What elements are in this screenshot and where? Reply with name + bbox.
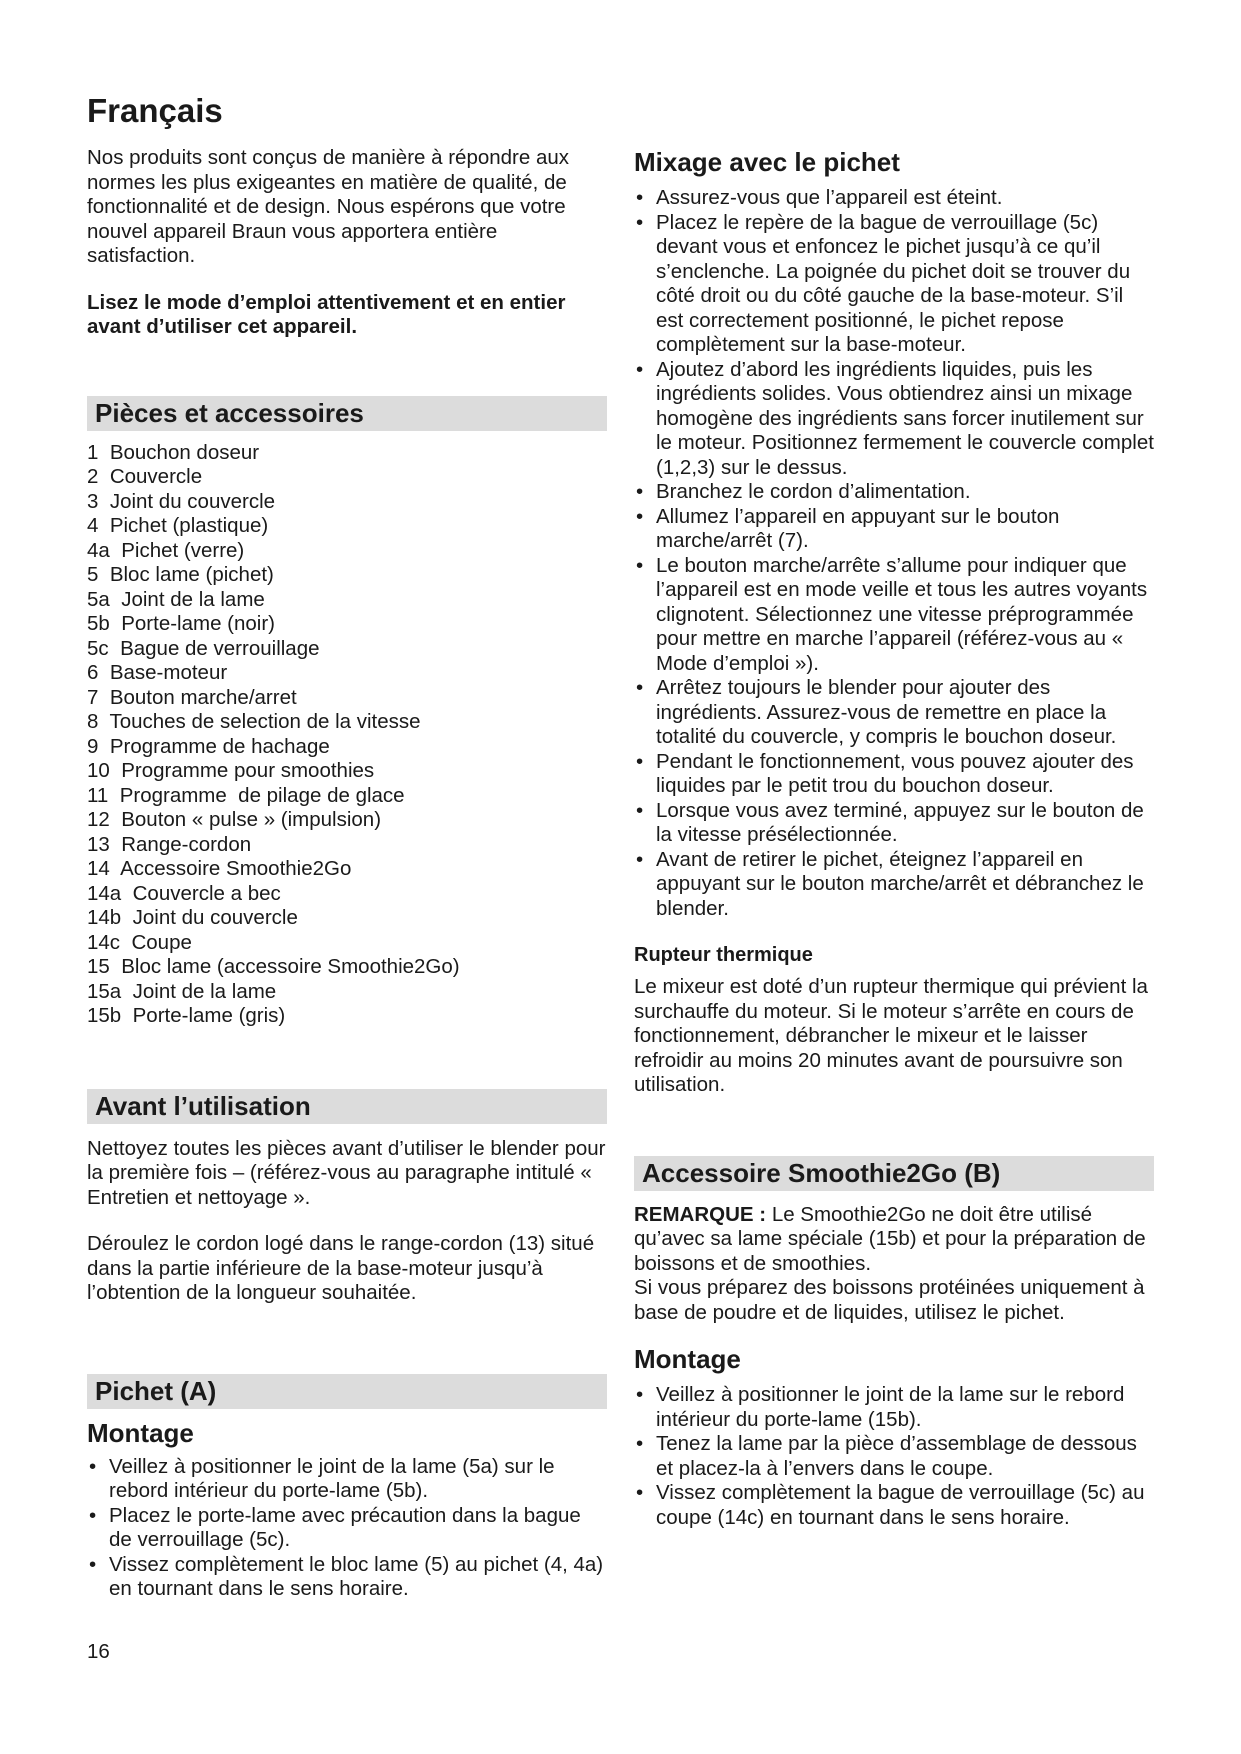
parts-list-item xyxy=(87,980,607,1005)
part-label: Programme pour smoothies xyxy=(121,759,375,782)
parts-list-item xyxy=(87,1004,607,1029)
left-column xyxy=(87,146,607,1602)
part-label: Bouchon doseur xyxy=(109,440,260,464)
mixing-step: • Arrêtez toujours le blender pour ajouter des ingrédients. Assurez-vous de remettre en place la totalité du couvercle, y compris le bouchon doseur. xyxy=(634,676,1154,750)
parts-list-item xyxy=(87,882,607,907)
part-label: Joint du couvercle xyxy=(109,489,276,513)
remark-label: REMARQUE : xyxy=(634,1202,767,1226)
smoothie-remark xyxy=(634,1203,1154,1277)
parts-list-item xyxy=(87,661,607,686)
mixing-step: • Pendant le fonctionnement, vous pouvez ajouter des liquides par le petit trou du bouchon doseur. xyxy=(634,750,1154,799)
part-number: 5b xyxy=(87,612,110,635)
part-number: 14a xyxy=(87,881,122,905)
part-label: Programme de pilage de glace xyxy=(119,783,405,807)
part-number: 5c xyxy=(87,636,109,660)
part-label: Touches de selection de la vitesse xyxy=(109,710,421,733)
part-number: 1 xyxy=(87,440,99,464)
jug-assembly-heading: Montage xyxy=(87,1417,194,1448)
thermal-heading: Rupteur thermique xyxy=(634,944,813,966)
part-number: 10 xyxy=(87,759,110,782)
smoothie-assembly-heading: Montage xyxy=(634,1344,741,1374)
part-label: Joint du couvercle xyxy=(132,906,298,929)
part-label: Bague de verrouillage xyxy=(120,636,320,660)
mixing-step: • Le bouton marche/arrête s’allume pour indiquer que l’appareil est en mode veille et tous les autres voyants clignotent. Sélectionnez une vitesse préprogrammée pour mettre en marche l’appareil (référez-vous au « Mode d’emploi »). xyxy=(634,554,1154,677)
part-number: 5 xyxy=(87,563,99,586)
part-number: 4 xyxy=(87,514,99,537)
part-label: Couvercle a bec xyxy=(132,881,281,905)
part-label: Joint de la lame xyxy=(132,979,277,1003)
parts-list-item xyxy=(87,637,607,662)
parts-list-item xyxy=(87,612,607,637)
parts-list-item xyxy=(87,906,607,931)
part-label: Bouton marche/arret xyxy=(109,685,297,709)
right-column xyxy=(634,146,1154,1530)
parts-list-item xyxy=(87,490,607,515)
part-number: 4a xyxy=(87,538,110,562)
before-use-cleaning-paragraph: Nettoyez toutes les pièces avant d’utiliser le blender pour la première fois – (référez-vous au paragraphe intitulé « Entretien et nettoyage ». xyxy=(87,1136,606,1209)
smoothie-assembly-list xyxy=(634,1383,1154,1530)
part-label: Bloc lame (pichet) xyxy=(109,563,274,586)
part-number: 2 xyxy=(87,465,99,488)
parts-list-item xyxy=(87,808,607,833)
part-number: 15a xyxy=(87,979,122,1003)
part-number: 8 xyxy=(87,710,99,733)
part-number: 15 xyxy=(87,955,110,978)
part-label: Pichet (verre) xyxy=(121,538,245,562)
part-label: Couvercle xyxy=(109,465,203,488)
part-number: 15b xyxy=(87,1004,122,1027)
part-number: 13 xyxy=(87,832,110,856)
parts-list-item xyxy=(87,563,607,588)
part-label: Base-moteur xyxy=(109,661,228,684)
parts-list-item xyxy=(87,833,607,858)
smoothie-heading: Accessoire Smoothie2Go (B) xyxy=(634,1156,1154,1191)
parts-list-item xyxy=(87,514,607,539)
mixing-list xyxy=(634,186,1154,921)
parts-list-item xyxy=(87,539,607,564)
parts-list-item xyxy=(87,784,607,809)
mixing-step: • Branchez le cordon d’alimentation. xyxy=(634,480,1154,505)
mixing-step: • Avant de retirer le pichet, éteignez l’appareil en appuyant sur le bouton marche/arrêt et débranchez le blender. xyxy=(634,848,1154,922)
part-label: Joint de la lame xyxy=(121,587,265,611)
smoothie-assembly-step: • Tenez la lame par la pièce d’assemblage de dessous et placez-la à l’envers dans le coupe. xyxy=(634,1432,1154,1481)
parts-list-item xyxy=(87,857,607,882)
parts-list-item xyxy=(87,710,607,735)
parts-list-item xyxy=(87,759,607,784)
part-number: 12 xyxy=(87,808,110,831)
mixing-step: • Allumez l’appareil en appuyant sur le bouton marche/arrêt (7). xyxy=(634,505,1154,554)
part-number: 14 xyxy=(87,857,110,880)
jug-assembly-step: • Placez le porte-lame avec précaution dans la bague de verrouillage (5c). xyxy=(87,1504,607,1553)
part-number: 5a xyxy=(87,587,110,611)
smoothie-assembly-step: • Vissez complètement la bague de verrouillage (5c) au coupe (14c) en tournant dans le sens horaire. xyxy=(634,1481,1154,1530)
mixing-step: • Ajoutez d’abord les ingrédients liquides, puis les ingrédients solides. Vous obtiendrez ainsi un mixage homogène des ingrédients sans forcer inutilement sur le moteur. Positionnez fermement le couvercle complet (1,2,3) sur le dessus. xyxy=(634,358,1154,481)
part-number: 3 xyxy=(87,489,99,513)
parts-list xyxy=(87,441,607,1029)
parts-list-item xyxy=(87,588,607,613)
part-label: Programme de hachage xyxy=(109,734,330,758)
part-label: Bouton « pulse » (impulsion) xyxy=(121,808,382,831)
page-title: Français xyxy=(87,92,223,129)
before-use-cord-paragraph: Déroulez le cordon logé dans le range-cordon (13) situé dans la partie inférieure de la base-moteur jusqu’à l’obtention de la longueur souhaitée. xyxy=(87,1232,595,1304)
parts-list-item xyxy=(87,686,607,711)
mixing-step: • Lorsque vous avez terminé, appuyez sur le bouton de la vitesse présélectionnée. xyxy=(634,799,1154,848)
parts-list-item xyxy=(87,931,607,956)
part-number: 6 xyxy=(87,661,99,684)
part-label: Coupe xyxy=(131,930,192,954)
part-number: 14b xyxy=(87,906,122,929)
part-label: Pichet (plastique) xyxy=(109,514,269,537)
parts-list-item xyxy=(87,955,607,980)
protein-note: Si vous préparez des boissons protéinées uniquement à base de poudre et de liquides, utilisez le pichet. xyxy=(634,1276,1145,1324)
parts-list-item xyxy=(87,441,607,466)
parts-list-item xyxy=(87,735,607,760)
part-number: 14c xyxy=(87,930,121,954)
before-use-heading: Avant l’utilisation xyxy=(87,1089,607,1124)
part-label: Accessoire Smoothie2Go xyxy=(120,857,352,880)
parts-list-item xyxy=(87,465,607,490)
part-number: 7 xyxy=(87,685,99,709)
mixing-heading: Mixage avec le pichet xyxy=(634,147,900,177)
smoothie-assembly-step: • Veillez à positionner le joint de la lame sur le rebord intérieur du porte-lame (15b). xyxy=(634,1383,1154,1432)
remark-text: Le Smoothie2Go ne doit être utilisé qu’avec sa lame spéciale (15b) et pour la préparation de boissons et de smoothies. xyxy=(634,1202,1146,1275)
part-label: Bloc lame (accessoire Smoothie2Go) xyxy=(121,955,460,978)
parts-heading: Pièces et accessoires xyxy=(87,396,607,431)
jug-heading: Pichet (A) xyxy=(87,1374,607,1409)
jug-assembly-step: • Veillez à positionner le joint de la lame (5a) sur le rebord intérieur du porte-lame (5b). xyxy=(87,1455,607,1504)
jug-assembly-list xyxy=(87,1455,607,1602)
part-number: 11 xyxy=(87,783,109,807)
part-label: Porte-lame (gris) xyxy=(132,1004,286,1027)
jug-assembly-step: • Vissez complètement le bloc lame (5) au pichet (4, 4a) en tournant dans le sens horaire. xyxy=(87,1553,607,1602)
thermal-paragraph: Le mixeur est doté d’un rupteur thermique qui prévient la surchauffe du moteur. Si le moteur s’arrête en cours de fonctionnement, débrancher le mixeur et le laisser refroidir au moins 20 minutes avant de poursuivre son utilisation. xyxy=(634,975,1148,1096)
read-instructions-warning: Lisez le mode d’emploi attentivement et en entier avant d’utiliser cet appareil. xyxy=(87,290,566,338)
part-label: Porte-lame (noir) xyxy=(121,612,276,635)
part-label: Range-cordon xyxy=(121,832,252,856)
mixing-step: • Assurez-vous que l’appareil est éteint. xyxy=(634,186,1154,211)
intro-paragraph: Nos produits sont conçus de manière à répondre aux normes les plus exigeantes en matière de qualité, de fonctionnalité et de design. Nous espérons que votre nouvel appareil Braun vous apportera entière satisfaction. xyxy=(87,146,570,267)
page-number: 16 xyxy=(87,1640,110,1663)
part-number: 9 xyxy=(87,734,99,758)
mixing-step: • Placez le repère de la bague de verrouillage (5c) devant vous et enfoncez le pichet jusqu’à ce qu’il s’enclenche. La poignée du pichet doit se trouver du côté droit ou du côté gauche de la base-moteur. S’il est correctement positionné, le pichet repose complètement sur la base-moteur. xyxy=(634,211,1154,358)
